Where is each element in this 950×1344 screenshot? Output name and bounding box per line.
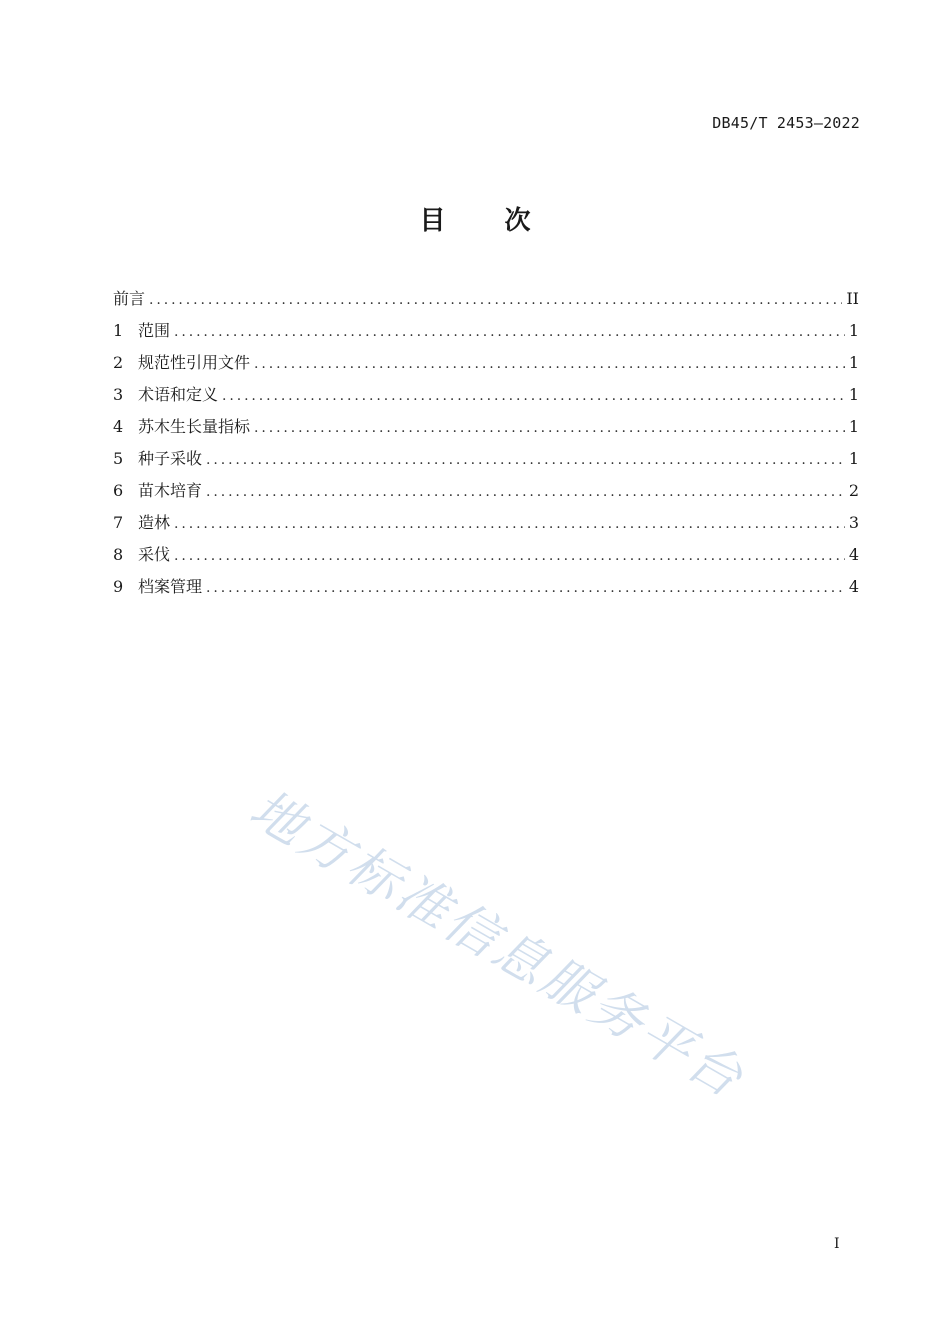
toc-entry-number: 3 xyxy=(113,385,124,404)
toc-entry-label: 规范性引用文件 xyxy=(138,353,251,372)
toc-entry-page: 1 xyxy=(848,353,859,372)
toc-entry-label: 苏木生长量指标 xyxy=(138,417,251,436)
toc-entry-page: 4 xyxy=(848,545,859,564)
toc-leader-dots xyxy=(206,447,845,473)
toc-entry-page: 2 xyxy=(848,481,859,500)
toc-entry-number: 7 xyxy=(113,513,124,532)
document-code: DB45/T 2453—2022 xyxy=(712,114,860,132)
toc-entry-number: 5 xyxy=(113,449,124,468)
toc-leader-dots xyxy=(222,383,845,409)
page-title xyxy=(0,200,950,237)
watermark: 地方标准信息服务平台 xyxy=(239,778,755,1111)
toc-entry-label: 术语和定义 xyxy=(138,385,219,404)
toc-entry-page: 4 xyxy=(848,577,859,596)
page-title-char-2: 次 xyxy=(504,206,531,236)
toc-entry-number: 2 xyxy=(113,353,124,372)
toc-entry-page: 3 xyxy=(848,513,859,532)
toc-entry-number: 6 xyxy=(113,481,124,500)
toc-leader-dots xyxy=(206,479,845,505)
toc-entry-label: 采伐 xyxy=(138,545,171,564)
toc-entry-1[interactable] xyxy=(113,318,859,350)
toc-entry-number: 8 xyxy=(113,545,124,564)
toc-entry-page: 1 xyxy=(848,385,859,404)
page-title-char-1: 目 xyxy=(419,206,446,236)
toc-entry-number: 9 xyxy=(113,577,124,596)
toc-entry-3[interactable] xyxy=(113,382,859,414)
toc-leader-dots xyxy=(174,543,845,569)
toc-entry-number: 1 xyxy=(113,321,124,340)
toc-entry-7[interactable] xyxy=(113,510,859,542)
toc-entry-page: 1 xyxy=(848,417,859,436)
toc-leader-dots xyxy=(174,319,845,345)
toc-leader-dots xyxy=(206,575,845,601)
toc-leader-dots xyxy=(254,351,845,377)
toc-entry-label: 种子采收 xyxy=(138,449,203,468)
toc-entry-6[interactable] xyxy=(113,478,859,510)
toc-entry-8[interactable] xyxy=(113,542,859,574)
toc-entry-label: 造林 xyxy=(138,513,171,532)
toc-entry-4[interactable] xyxy=(113,414,859,446)
toc-entry-5[interactable] xyxy=(113,446,859,478)
toc-entry-2[interactable] xyxy=(113,350,859,382)
toc-entry-label: 苗木培育 xyxy=(138,481,203,500)
toc-entry-page: 1 xyxy=(848,449,859,468)
table-of-contents xyxy=(113,286,859,606)
toc-entry-label: 范围 xyxy=(138,321,171,340)
toc-leader-dots xyxy=(174,511,845,537)
toc-leader-dots xyxy=(149,287,842,313)
toc-entry-page: II xyxy=(846,289,859,308)
toc-entry-number: 4 xyxy=(113,417,124,436)
toc-entry-label: 前言 xyxy=(113,289,146,308)
page-number: I xyxy=(834,1236,840,1252)
toc-entry-label: 档案管理 xyxy=(138,577,203,596)
toc-entry-page: 1 xyxy=(848,321,859,340)
toc-leader-dots xyxy=(254,415,845,441)
toc-entry-foreword[interactable] xyxy=(113,286,859,318)
toc-entry-9[interactable] xyxy=(113,574,859,606)
